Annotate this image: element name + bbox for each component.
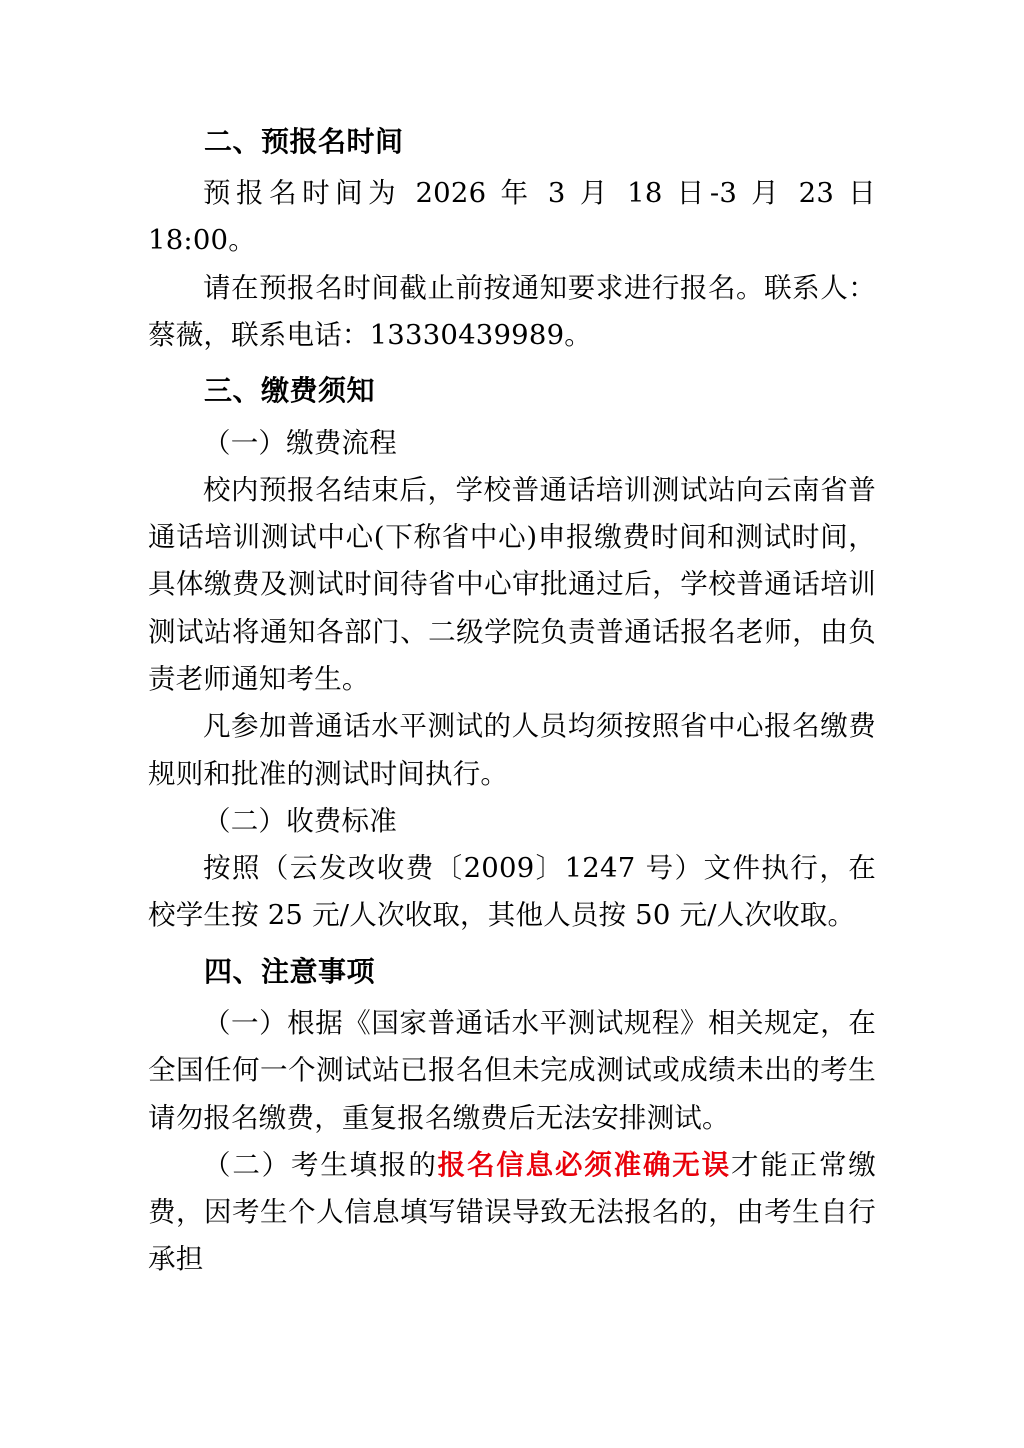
spacer: [148, 359, 876, 367]
section-two-paragraph-2: 请在预报名时间截止前按通知要求进行报名。联系人：蔡薇，联系电话：13330439989。: [148, 271, 876, 352]
note-item-two: [148, 1142, 876, 1284]
section-heading-two: 二、预报名时间: [204, 125, 404, 158]
note-two-highlight: 报名信息必须准确无误: [437, 1148, 731, 1181]
payment-process-paragraph-2: 凡参加普通话水平测试的人员均须按照省中心报名缴费规则和批准的测试时间执行。: [148, 710, 876, 790]
section-heading-three: 三、缴费须知: [204, 374, 376, 408]
fee-standard-paragraph-1: 按照（云发改收费〔2009〕1247 号）文件执行，在校学生按 25 元/人次收取，其他人员按 50 元/人次收取。: [148, 852, 876, 932]
note-two-prefix: （二）考生填报的: [203, 1148, 438, 1181]
subsection-heading-fee-standard: （二）收费标准: [203, 804, 397, 837]
section-two-paragraph-1: 预报名时间为 2026 年 3 月 18 日-3 月 23 日 18:00。: [148, 177, 876, 257]
spacer: [148, 940, 876, 948]
section-heading-four: 四、注意事项: [204, 954, 376, 988]
note-item-one: （一）根据《国家普通话水平测试规程》相关规定，在全国任何一个测试站已报名但未完成测试或成绩未出的考生请勿报名缴费，重复报名缴费后无法安排测试。: [148, 1006, 876, 1134]
document-body: [148, 118, 876, 1284]
note-two-suffix: 才能正常缴费，因考生个人信息填写错误导致无法报名的，由考生自行承担: [148, 1148, 877, 1276]
payment-process-paragraph-1: 校内预报名结束后，学校普通话培训测试站向云南省普通话培训测试中心(下称省中心)申报缴费时间和测试时间，具体缴费及测试时间待省中心审批通过后，学校普通话培训测试站将通知各部门、二级学院负责普通话报名老师，由负责老师通知考生。: [148, 473, 876, 695]
subsection-heading-payment-process: （一）缴费流程: [203, 426, 397, 459]
